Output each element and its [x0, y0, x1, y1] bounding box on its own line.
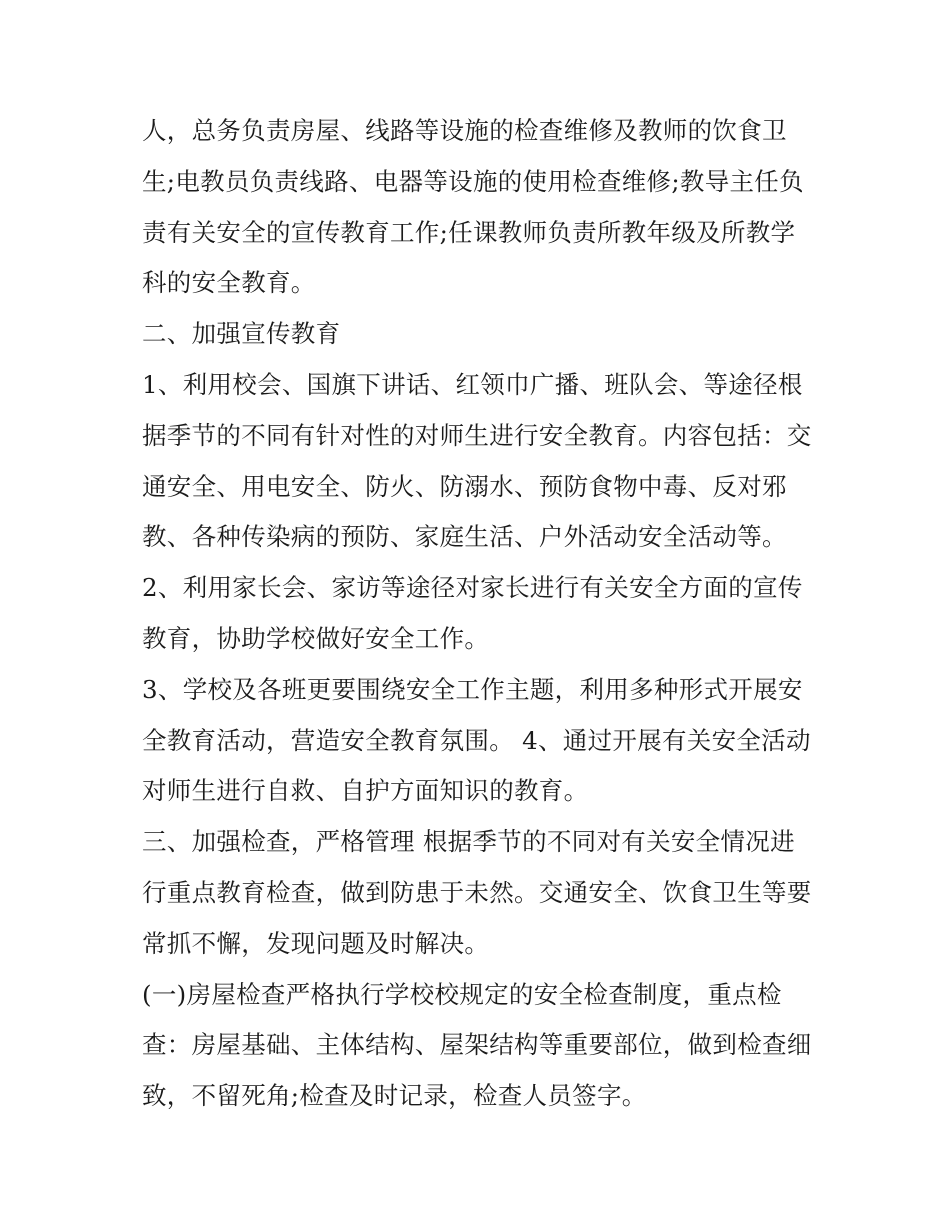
text-line: 科的安全教育。: [142, 268, 316, 298]
section-heading: 三、加强检查，严格管理 根据季节的不同对有关安全情况进: [142, 827, 795, 857]
text-line: 对师生进行自救、自护方面知识的教育。: [142, 776, 589, 806]
text-line: 通安全、用电安全、防火、防溺水、预防食物中毒、反对邪: [142, 471, 787, 501]
text-line: 教、各种传染病的预防、家庭生活、户外活动安全活动等。: [142, 522, 787, 552]
text-line: 责有关安全的宣传教育工作;任课教师负责所教年级及所教学: [142, 217, 796, 247]
text-line: 行重点教育检查，做到防患于未然。交通安全、饮食卫生等要: [142, 877, 812, 907]
text-line: 全教育活动，营造安全教育氛围。 4、通过开展有关安全活动: [142, 725, 811, 755]
text-line: 据季节的不同有针对性的对师生进行安全教育。内容包括：交: [142, 420, 812, 450]
text-line: 常抓不懈，发现问题及时解决。: [142, 928, 490, 958]
text-line: 1、利用校会、国旗下讲话、红领巾广播、班队会、等途径根: [142, 369, 803, 399]
text-line: 2、利用家长会、家访等途径对家长进行有关安全方面的宣传: [142, 573, 803, 603]
text-line: (一)房屋检查严格执行学校校规定的安全检查制度，重点检: [142, 979, 782, 1009]
text-line: 查：房屋基础、主体结构、屋架结构等重要部位，做到检查细: [142, 1030, 812, 1060]
text-line: 生;电教员负责线路、电器等设施的使用检查维修;教导主任负: [142, 166, 804, 196]
body-text: [142, 106, 822, 1122]
text-line: 致，不留死角;检查及时记录，检查人员签字。: [142, 1081, 647, 1111]
text-line: 教育，协助学校做好安全工作。: [142, 623, 490, 653]
section-heading: 二、加强宣传教育: [142, 319, 341, 349]
text-line: 人，总务负责房屋、线路等设施的检查维修及教师的饮食卫: [142, 116, 787, 145]
text-line: 3、学校及各班更要围绕安全工作主题，利用多种形式开展安: [142, 674, 803, 704]
